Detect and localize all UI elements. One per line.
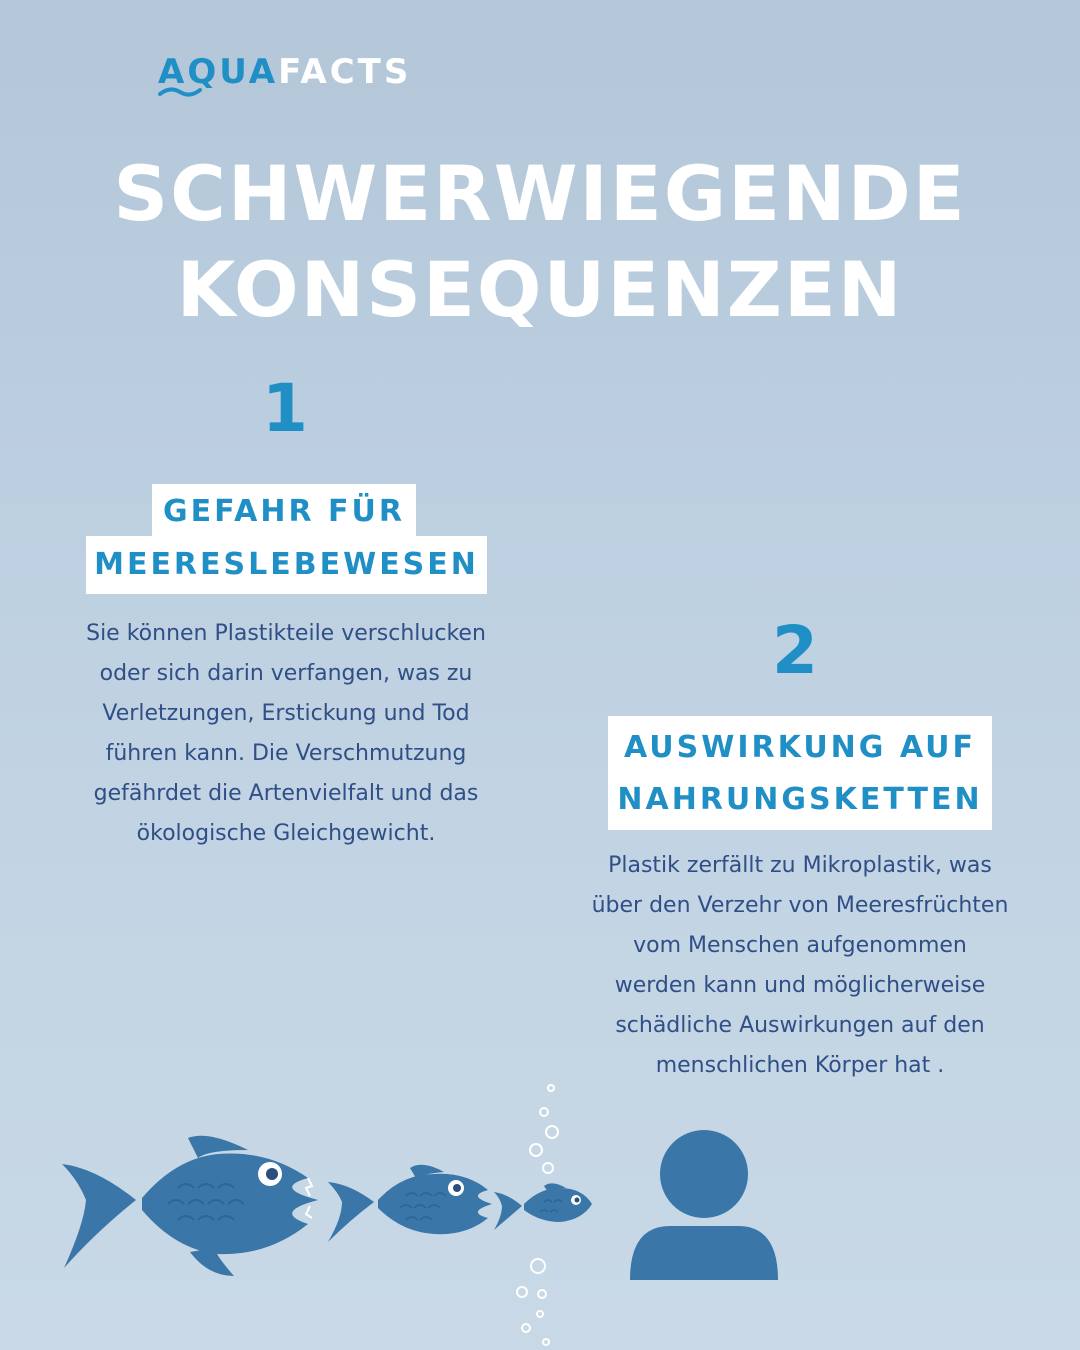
person-icon [626, 1130, 782, 1284]
item-1-text-line: gefährdet die Artenvielfalt und das [93, 781, 479, 806]
item-2-text [552, 846, 1048, 1086]
item-1-heading-line-2: MEERESLEBEWESEN [86, 536, 487, 594]
item-1-heading-line-1: GEFAHR FÜR [152, 484, 416, 540]
page-title [0, 146, 1080, 338]
bubbles-icon [510, 1080, 570, 1350]
item-1-text-line: führen kann. Die Verschmutzung [105, 741, 467, 766]
big-fish-icon [58, 1128, 328, 1280]
item-1-text-line: Verletzungen, Erstickung und Tod [102, 701, 470, 726]
item-1-text-line: oder sich darin verfangen, was zu [99, 661, 473, 686]
title-line-1: SCHWERWIEGENDE [113, 149, 967, 238]
item-2-text-line: schädliche Auswirkungen auf den [615, 1013, 985, 1038]
brand-name-part2: FACTS [278, 52, 412, 92]
wave-icon [158, 84, 218, 98]
item-2-text-line: werden kann und möglicherweise [614, 973, 986, 998]
item-2-number: 2 [772, 612, 818, 689]
title-line-2: KONSEQUENZEN [176, 245, 904, 334]
item-1-text-line: ökologische Gleichgewicht. [136, 821, 436, 846]
brand-name-part1: AQUA [158, 52, 279, 92]
item-2-text-line: Plastik zerfällt zu Mikroplastik, was [608, 853, 992, 878]
item-1-text-line: Sie können Plastikteile verschlucken [86, 621, 486, 646]
item-1-text [40, 614, 532, 854]
item-2-text-line: über den Verzehr von Meeresfrüchten [591, 893, 1009, 918]
medium-fish-icon [326, 1158, 496, 1248]
item-1-number: 1 [262, 370, 308, 447]
item-2-text-line: menschlichen Körper hat . [655, 1053, 945, 1078]
item-2-heading-line-1: AUSWIRKUNG AUF [608, 716, 992, 780]
item-2-heading-line-2: NAHRUNGSKETTEN [608, 770, 992, 830]
item-2-text-line: vom Menschen aufgenommen [633, 933, 967, 958]
